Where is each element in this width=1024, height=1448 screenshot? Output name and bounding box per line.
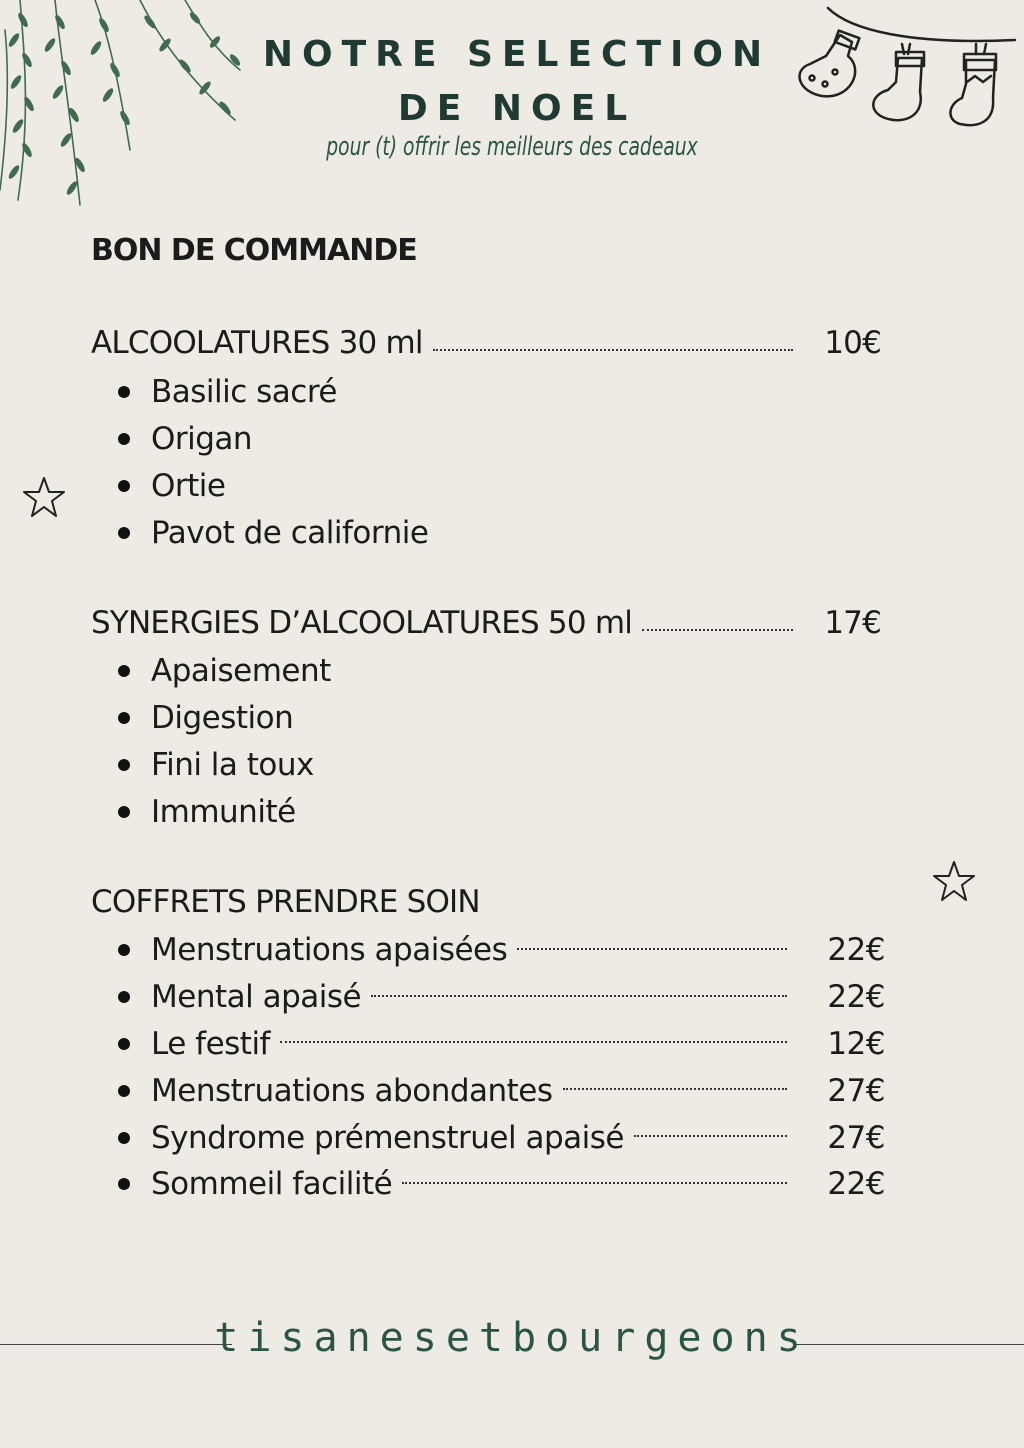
bullet-icon — [118, 433, 130, 445]
bullet-icon — [118, 1132, 130, 1144]
item-label: Apaisement — [151, 653, 331, 690]
item-label: Menstruations apaisées — [151, 932, 508, 969]
list-item — [115, 1161, 885, 1208]
item-label: Mental apaisé — [151, 979, 362, 1016]
page-title — [0, 28, 1024, 136]
bullet-icon — [118, 944, 130, 956]
bullet-icon — [118, 480, 130, 492]
item-label: Origan — [151, 421, 253, 458]
subtitle: pour (t) offrir les meilleurs des cadeaux — [326, 132, 698, 162]
list-item — [115, 648, 885, 695]
bullet-icon — [118, 759, 130, 771]
section-price: 10€ — [824, 325, 881, 361]
title-line-2: DE NOEL — [397, 88, 637, 129]
dot-leader — [642, 628, 793, 631]
dot-leader — [517, 947, 787, 950]
dot-leader — [280, 1040, 787, 1043]
item-price: 27€ — [827, 1119, 885, 1156]
item-label: Digestion — [151, 700, 294, 737]
bullet-icon — [118, 806, 130, 818]
item-label: Le festif — [151, 1025, 270, 1062]
list-item — [115, 416, 885, 463]
item-price: 12€ — [827, 1025, 885, 1062]
synergies-list — [115, 648, 885, 835]
order-form-heading: BON DE COMMANDE — [91, 233, 417, 268]
list-item — [115, 695, 885, 742]
item-label: Basilic sacré — [151, 374, 337, 411]
bullet-icon — [118, 527, 130, 539]
list-item — [115, 927, 885, 974]
list-item — [115, 742, 885, 789]
item-label: Ortie — [151, 467, 226, 504]
dot-leader — [371, 994, 787, 997]
section-label: ALCOOLATURES 30 ml — [91, 325, 423, 361]
list-item — [115, 1021, 885, 1068]
bullet-icon — [118, 386, 130, 398]
bullet-icon — [118, 991, 130, 1003]
bullet-icon — [118, 665, 130, 677]
section-label: SYNERGIES D’ALCOOLATURES 50 ml — [91, 605, 633, 641]
item-price: 22€ — [827, 1166, 885, 1203]
alcoolatures-list — [115, 369, 885, 556]
item-label: Fini la toux — [151, 746, 314, 783]
item-price: 22€ — [827, 932, 885, 969]
dot-leader — [634, 1134, 787, 1137]
item-price: 27€ — [827, 1072, 885, 1109]
section-price: 17€ — [824, 605, 881, 641]
bullet-icon — [118, 1038, 130, 1050]
item-label: Menstruations abondantes — [151, 1072, 553, 1109]
dot-leader — [563, 1087, 788, 1090]
section-header-coffrets — [91, 884, 881, 924]
title-line-1: NOTRE SELECTION — [262, 34, 772, 75]
star-icon — [930, 858, 978, 906]
section-header-alcoolatures — [91, 325, 881, 365]
item-label: Immunité — [151, 793, 296, 830]
list-item — [115, 788, 885, 835]
list-item — [115, 1114, 885, 1161]
bullet-icon — [118, 1085, 130, 1097]
list-item — [115, 463, 885, 510]
item-label: Sommeil facilité — [151, 1166, 393, 1203]
footer-brand: tisanesetbourgeons — [214, 1315, 810, 1361]
dot-leader — [402, 1181, 787, 1184]
star-icon — [20, 474, 68, 522]
item-label: Pavot de californie — [151, 514, 429, 551]
section-label: COFFRETS PRENDRE SOIN — [91, 884, 480, 920]
dot-leader — [433, 348, 793, 351]
bullet-icon — [118, 1178, 130, 1190]
list-item — [115, 974, 885, 1021]
item-price: 22€ — [827, 979, 885, 1016]
coffrets-list — [115, 927, 885, 1208]
list-item — [115, 369, 885, 416]
list-item — [115, 509, 885, 556]
bullet-icon — [118, 712, 130, 724]
item-label: Syndrome prémenstruel apaisé — [151, 1119, 624, 1156]
section-header-synergies — [91, 605, 881, 645]
list-item — [115, 1067, 885, 1114]
